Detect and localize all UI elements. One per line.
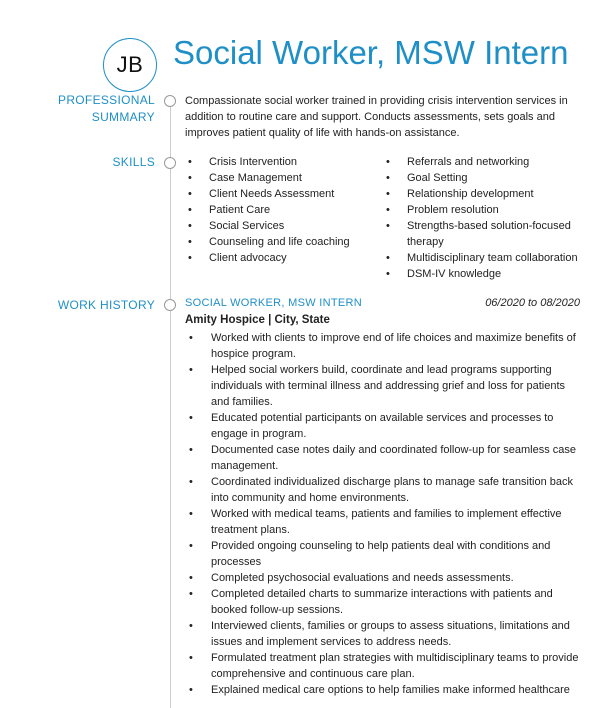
duty-item: • Completed detailed charts to summarize interactions with patients and booked follow-up sessions. <box>185 586 580 618</box>
skill-item: • Strengths-based solution-focused therapy <box>383 218 588 250</box>
duty-item: • Worked with medical teams, patients and families to implement effective treatment plans. <box>185 506 580 538</box>
initials: JB <box>116 52 144 77</box>
skill-item: • Social Services <box>185 218 375 234</box>
job-dates: 06/2020 to 08/2020 <box>485 297 580 309</box>
skill-item: • Crisis Intervention <box>185 154 375 170</box>
summary-timeline-dot <box>164 95 176 107</box>
page-title: Social Worker, MSW Intern <box>173 34 569 71</box>
duty-item: • Formulated treatment plan strategies with multidisciplinary teams to provide comprehensive and continuous care plan. <box>185 650 580 682</box>
skill-item: • Client advocacy <box>185 250 375 266</box>
duty-item: • Educated potential participants on available services and processes to engage in program. <box>185 410 580 442</box>
duty-item: • Interviewed clients, families or groups to assess situations, limitations and issues and implement services to address needs. <box>185 618 580 650</box>
skill-item: • Counseling and life coaching <box>185 234 375 250</box>
job-employer: Amity Hospice | City, State <box>185 314 330 326</box>
professional-summary-text: Compassionate social worker trained in providing crisis intervention services in addition to routine care and support. Conducts assessments, sets goals and improves patient quality of life with hands-on assistance. <box>185 95 568 139</box>
job-duties-list <box>185 330 580 698</box>
duty-item: • Worked with clients to improve end of life choices and maximize benefits of hospice program. <box>185 330 580 362</box>
duty-item: • Helped social workers build, coordinate and lead programs supporting individuals with terminal illness and addressing grief and loss for patients and families. <box>185 362 580 410</box>
initials-monogram <box>103 38 157 92</box>
work-history-section-label: WORK HISTORY <box>57 298 155 312</box>
skills-list-right <box>383 154 588 282</box>
summary-label-line1: PROFESSIONAL <box>58 93 155 107</box>
skill-item: • DSM-IV knowledge <box>383 266 588 282</box>
skill-item: • Case Management <box>185 170 375 186</box>
duty-item: • Provided ongoing counseling to help patients deal with conditions and processes <box>185 538 580 570</box>
work-history-timeline-dot <box>164 299 176 311</box>
skills-section-label: SKILLS <box>112 155 155 169</box>
duty-item: • Coordinated individualized discharge plans to manage safe transition back into community and home environments. <box>185 474 580 506</box>
summary-section-label <box>58 92 155 126</box>
duty-item: • Documented case notes daily and coordinated follow-up for seamless case management. <box>185 442 580 474</box>
skills-list-left <box>185 154 375 266</box>
skill-item: • Client Needs Assessment <box>185 186 375 202</box>
skill-item: • Problem resolution <box>383 202 588 218</box>
skill-item: • Referrals and networking <box>383 154 588 170</box>
duty-item: • Explained medical care options to help families make informed healthcare <box>185 682 580 698</box>
duty-item: • Completed psychosocial evaluations and needs assessments. <box>185 570 580 586</box>
skill-item: • Patient Care <box>185 202 375 218</box>
summary-label-line2: SUMMARY <box>91 110 155 124</box>
skill-item: • Goal Setting <box>383 170 588 186</box>
job-title: SOCIAL WORKER, MSW INTERN <box>185 297 362 309</box>
skills-timeline-dot <box>164 157 176 169</box>
skill-item: • Relationship development <box>383 186 588 202</box>
timeline-line <box>170 98 171 708</box>
skill-item: • Multidisciplinary team collaboration <box>383 250 588 266</box>
